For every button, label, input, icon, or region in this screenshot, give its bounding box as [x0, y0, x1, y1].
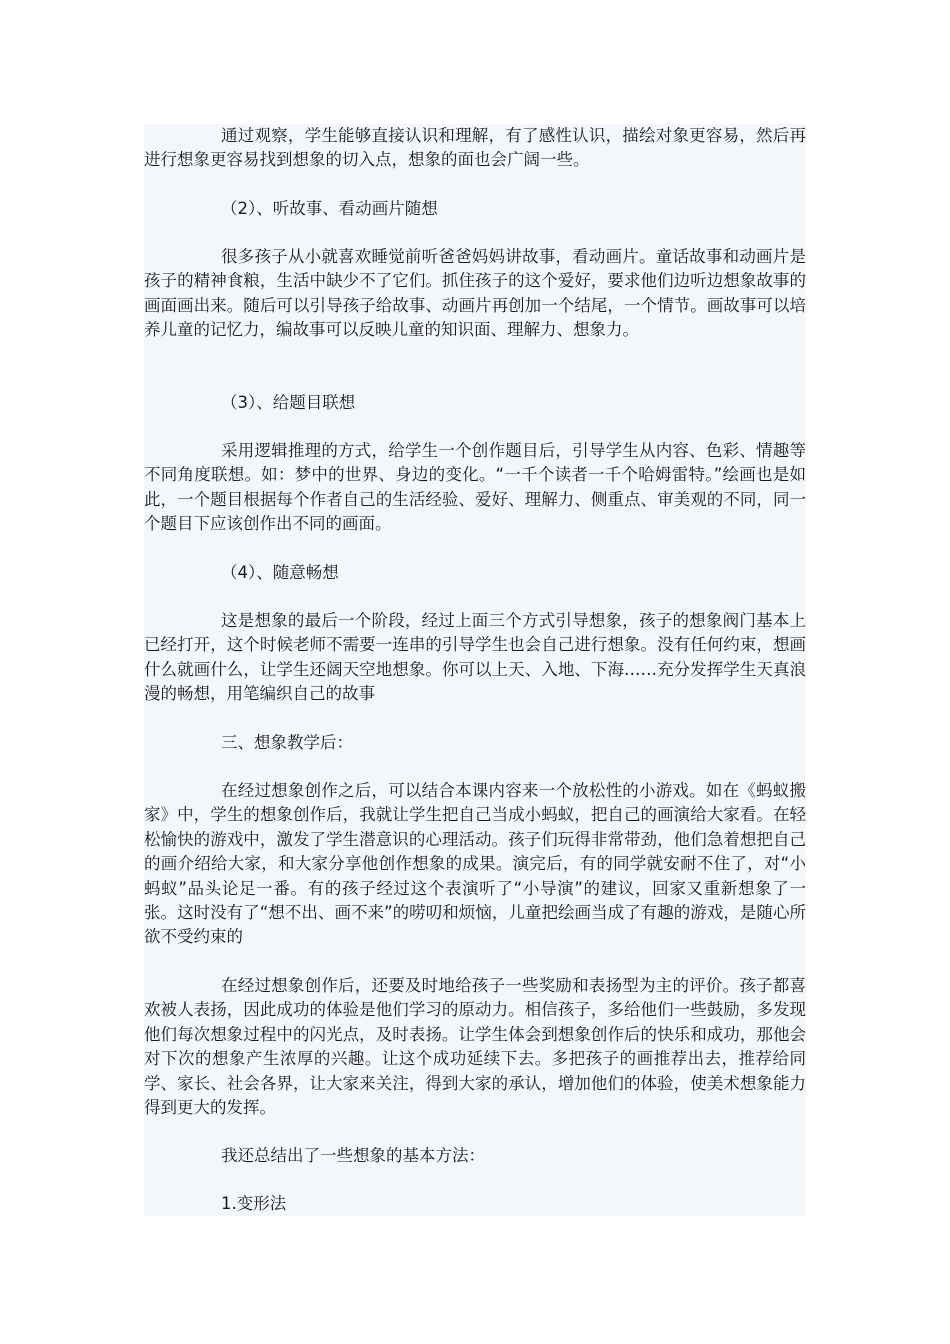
paragraph-free: 这是想象的最后一个阶段，经过上面三个方式引导想象，孩子的想象阀门基本上已经打开，这个时候老师不需要一连串的引导学生也会自己进行想象。没有任何约束，想画什么就画什么，让学生还阔天空地想象。你可以上天、入地、下海……充分发挥学生天真浪漫的畅想，用笔编织自己的故事 — [144, 611, 806, 704]
paragraph-topic: 采用逻辑推理的方式，给学生一个创作题目后，引导学生从内容、色彩、情趣等不同角度联想。如：梦中的世界、身边的变化。“一千个读者一千个哈姆雷特。”绘画也是如此，一个题目根据每个作者自己的生活经验、爱好、理解力、侧重点、审美观的不同，同一个题目下应该创作出不同的画面。 — [144, 441, 806, 534]
heading-deformation: 1.变形法 — [221, 1194, 287, 1213]
heading-free-imagination: （4）、随意畅想 — [221, 563, 339, 582]
paragraph-game: 在经过想象创作之后，可以结合本课内容来一个放松性的小游戏。如在《蚂蚁搬家》中，学生的想象创作后，我就让学生把自己当成小蚂蚁，把自己的画演给大家看。在轻松愉快的游戏中，激发了学生潜意识的心理活动。孩子们玩得非常带劲，他们急着想把自己的画介绍给大家，和大家分享他创作想象的成果。演完后，有的同学就安耐不住了，对“小蚂蚁”品头论足一番。有的孩子经过这个表演听了“小导演”的建议，回家又重新想象了一张。这时没有了“想不出、画不来”的唠叨和烦恼，儿童把绘画当成了有趣的游戏，是随心所欲不受约束的 — [144, 781, 806, 947]
heading-methods: 我还总结出了一些想象的基本方法： — [221, 1146, 485, 1165]
heading-after-teaching: 三、想象教学后： — [221, 733, 353, 752]
document-page — [144, 124, 806, 1216]
paragraph-stories: 很多孩子从小就喜欢睡觉前听爸爸妈妈讲故事，看动画片。童话故事和动画片是孩子的精神食粮，生活中缺少不了它们。抓住孩子的这个爱好，要求他们边听边想象故事的画面画出来。随后可以引导孩子给故事、动画片再创加一个结尾，一个情节。画故事可以培养儿童的记忆力，编故事可以反映儿童的知识面、理解力、想象力。 — [144, 247, 806, 340]
paragraph-praise: 在经过想象创作后，还要及时地给孩子一些奖励和表扬型为主的评价。孩子都喜欢被人表扬，因此成功的体验是他们学习的原动力。相信孩子，多给他们一些鼓励，多发现他们每次想象过程中的闪光点，及时表扬。让学生体会到想象创作后的快乐和成功，那他会对下次的想象产生浓厚的兴趣。让这个成功延续下去。多把孩子的画推荐出去，推荐给同学、家长、社会各界，让大家来关注，得到大家的承认，增加他们的体验，使美术想象能力得到更大的发挥。 — [144, 976, 806, 1118]
paragraph-observation: 通过观察，学生能够直接认识和理解，有了感性认识，描绘对象更容易，然后再进行想象更容易找到想象的切入点，想象的面也会广阔一些。 — [144, 126, 806, 170]
heading-listen-stories: （2）、听故事、看动画片随想 — [221, 199, 438, 218]
heading-topic-association: （3）、给题目联想 — [221, 393, 356, 412]
